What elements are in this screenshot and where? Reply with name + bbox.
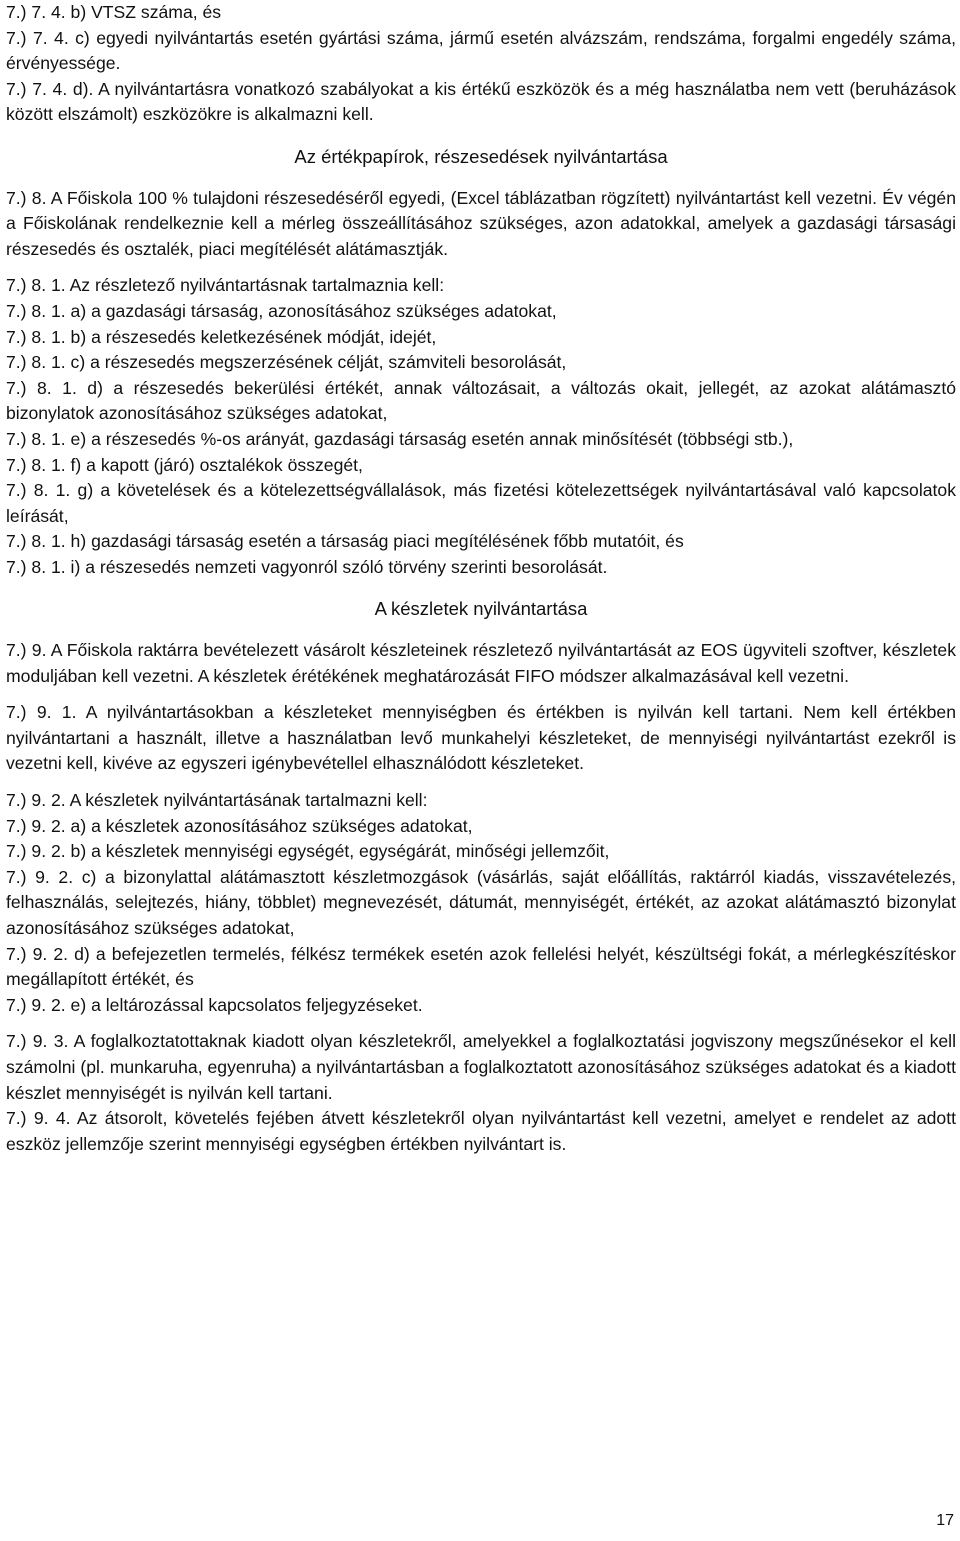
page-number: 17 [936,1512,954,1529]
list-item-7-8-1-h: 7.) 8. 1. h) gazdasági társaság esetén a társaság piaci megítélésének főbb mutatóit, és [6,531,684,552]
list-item-7-8-1: 7.) 8. 1. Az részletező nyilvántartásnak tartalmaznia kell: [6,275,445,296]
list-item-7-8-1-e: 7.) 8. 1. e) a részesedés %-os arányát, gazdasági társaság esetén annak minősítését (többségi stb.), [6,428,794,449]
paragraph-7-9-3: 7.) 9. 3. A foglalkoztatottaknak kiadott olyan készletekről, amelyekkel a foglalkoztatási jogviszony megszűnésekor el kell számolni (pl. munkaruha, egyenruha) a nyilvántartásban a foglalkoztatott azonosításához szükséges adatokat és a kiadott készlet mennyiségét is nyilván kell tartani. [6,1031,956,1103]
section-heading-securities: Az értékpapírok, részesedések nyilvántartása [294,145,668,167]
list-item-7-8-1-f: 7.) 8. 1. f) a kapott (járó) osztalékok összegét, [6,454,363,475]
list-item-7-9-2-d: 7.) 9. 2. d) a befejezetlen termelés, félkész termékek esetén azok fellelési helyét, készültségi fokát, a mérlegkészítéskor megállapított értékét, és [6,943,956,990]
list-item-7-8-1-i: 7.) 8. 1. i) a részesedés nemzeti vagyonról szóló törvény szerinti besorolását. [6,556,608,577]
list-item-7-9-2-a: 7.) 9. 2. a) a készletek azonosításához szükséges adatokat, [6,815,473,836]
list-item-7-8-1-c: 7.) 8. 1. c) a részesedés megszerzésének célját, számviteli besorolását, [6,352,567,373]
list-item-7-9-2-b: 7.) 9. 2. b) a készletek mennyiségi egységét, egységárát, minőségi jellemzőit, [6,841,610,862]
paragraph-7-9: 7.) 9. A Főiskola raktárra bevételezett vásárolt készleteinek részletező nyilvántartását az EOS ügyviteli szoftver, készletek moduljában kell vezetni. A készletek érétékének meghatározását FIFO módszer alkalmazásával kell vezetni. [6,640,956,686]
paragraph-7-9-4: 7.) 9. 4. Az átsorolt, követelés fejében átvett készletekről olyan nyilvántartást kell vezetni, amelyet e rendelet az adott eszköz jellemzője szerint mennyiségi egységben értékben nyilvántart is. [6,1108,956,1154]
list-item-7-8-1-d: 7.) 8. 1. d) a részesedés bekerülési értékét, annak változásait, a változás okait, jellegét, az azokat alátámasztó bizonylatok azonosításához szükséges adatokat, [6,377,956,424]
list-item-7-8-1-g: 7.) 8. 1. g) a követelések és a kötelezettségvállalások, más fizetési kötelezettségek nyilvántartásával való kapcsolatok leírását, [6,480,956,526]
paragraph-7-7-4-b: 7.) 7. 4. b) VTSZ száma, és [6,2,222,22]
section-heading-inventory: A készletek nyilvántartása [374,598,588,620]
list-item-7-8-1-b: 7.) 8. 1. b) a részesedés keletkezésének módját, idejét, [6,326,437,347]
list-item-7-9-2-e: 7.) 9. 2. e) a leltározással kapcsolatos feljegyzéseket. [6,994,423,1015]
paragraph-7-9-1: 7.) 9. 1. A nyilvántartásokban a készleteket mennyiségben és értékben is nyilván kell tartani. Nem kell értékben nyilvántartani a használt, illetve a használatban levő munkahelyi készleteket, de mennyiségi nyilvántartást ezekről is vezetni kell, kivéve az egyszeri igénybevétellel elhasználódott készleteket. [6,702,956,774]
document-page [6,0,956,1157]
list-item-7-8-1-a: 7.) 8. 1. a) a gazdasági társaság, azonosításához szükséges adatokat, [6,300,557,321]
paragraph-7-7-4-d: 7.) 7. 4. d). A nyilvántartásra vonatkozó szabályokat a kis értékű eszközök és a még használatba nem vett (beruházások között elszámolt) eszközökre is alkalmazni kell. [6,78,956,125]
paragraph-7-8: 7.) 8. A Főiskola 100 % tulajdoni részesedéséről egyedi, (Excel táblázatban rögzített) nyilvántartást kell vezetni. Év végén a Főiskolának rendelkeznie kell a mérleg összeállításához szükséges, azon adatokkal, amelyek a gazdasági társasági részesedés és osztalék, piaci megítélését alátámasztják. [6,187,956,259]
paragraph-7-7-4-c: 7.) 7. 4. c) egyedi nyilvántartás esetén gyártási száma, jármű esetén alvázszám, rendszáma, forgalmi engedély száma, érvényessége. [6,27,956,74]
list-item-7-9-2: 7.) 9. 2. A készletek nyilvántartásának tartalmazni kell: [6,790,428,811]
list-item-7-9-2-c: 7.) 9. 2. c) a bizonylattal alátámasztott készletmozgások (vásárlás, saját előállítás, raktárról kiadás, visszavételezés, felhasználás, selejtezés, hiány, többlet) megnevezését, dátumát, mennyiségét, értékét, az azokat alátámasztó bizonylat azonosításához szükséges adatokat, [6,866,956,938]
